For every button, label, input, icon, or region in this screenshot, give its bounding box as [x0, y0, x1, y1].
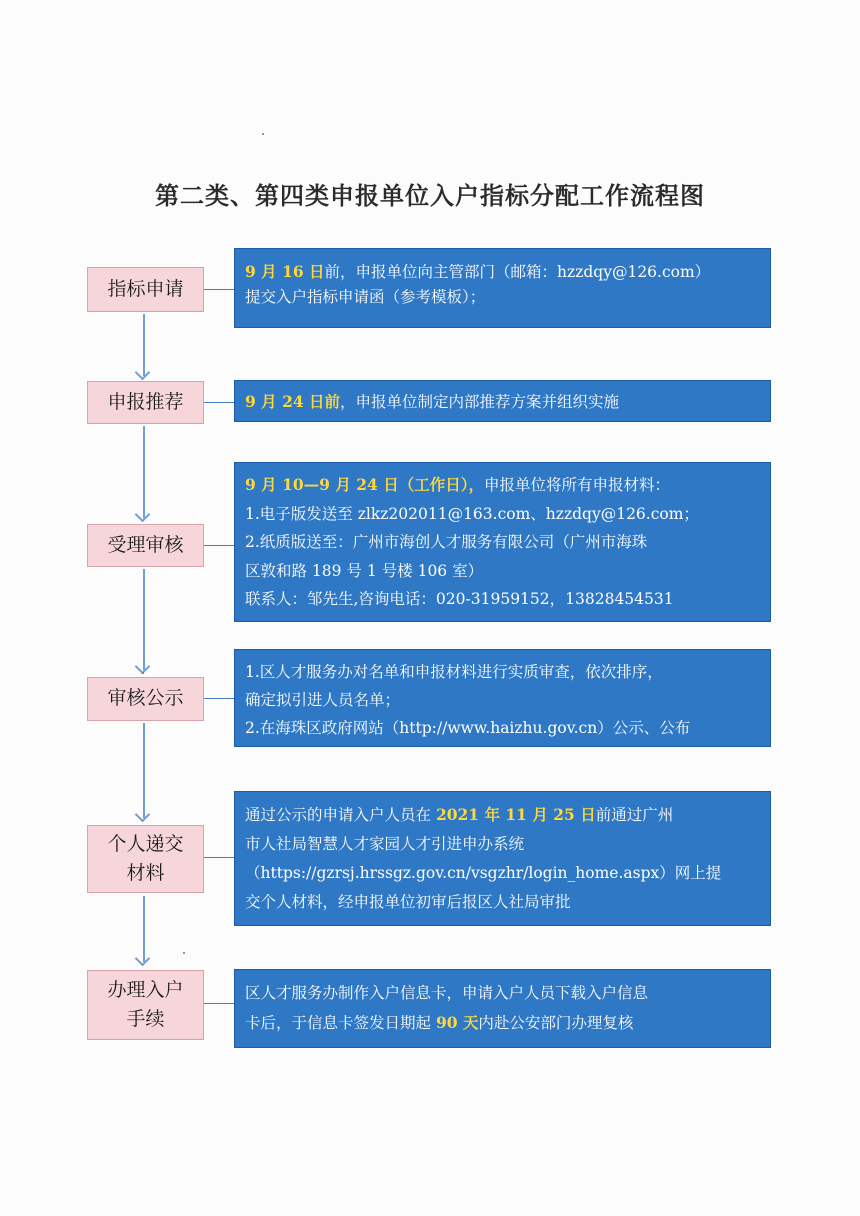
step-content-4: 1.区人才服务办对名单和申报材料进行实质审查，依次排序， 确定拟引进人员名单； 2.在海珠区政府网站（http://www.haizhu.gov.cn）公示、公布	[234, 649, 771, 747]
step-content-6: 区人才服务办制作入户信息卡，申请入户人员下载入户信息 卡后，于信息卡签发日期起 90 天内赴公安部门办理复核	[234, 969, 771, 1048]
page-title: 第二类、第四类申报单位入户指标分配工作流程图	[155, 181, 705, 210]
step-content-5: 通过公示的申请入户人员在 2021 年 11 月 25 日前通过广州 市人社局智慧人才家园人才引进申办系统 （https://gzrsj.hrssgz.gov.cn/vsgzhr/login_home.aspx）网上提 交个人材料，经申报单位初审后报区人社局审批	[234, 791, 771, 926]
connector-2	[204, 402, 234, 416]
connector-4	[204, 698, 234, 712]
step-label-6: 办理入户 手续	[87, 970, 204, 1040]
flow-arrow-5	[143, 896, 145, 962]
connector-5	[204, 857, 234, 871]
step-content-3: 9 月 10—9 月 24 日（工作日），申报单位将所有申报材料： 1.电子版发送至 zlkz202011@163.com、hzzdqy@126.com； 2.纸质版送至：广州市海创人才服务有限公司（广州市海珠 区敦和路 189 号 1 号楼 106 室） 联系人：邹先生,咨询电话：020-31959152，13828454531	[234, 462, 771, 622]
step-label-4: 审核公示	[87, 677, 204, 721]
scan-speck	[142, 672, 144, 674]
step-label-5: 个人递交 材料	[87, 825, 204, 893]
flow-arrow-2	[143, 426, 145, 518]
connector-1	[204, 289, 234, 303]
scan-speck	[262, 133, 264, 135]
flow-arrow-1	[143, 314, 145, 376]
scan-speck	[183, 952, 185, 954]
flow-arrow-4	[143, 723, 145, 818]
step-content-2: 9 月 24 日前，申报单位制定内部推荐方案并组织实施	[234, 380, 771, 422]
step-label-3: 受理审核	[87, 524, 204, 567]
flow-arrow-3	[143, 569, 145, 670]
connector-6	[204, 1003, 234, 1017]
step-label-1: 指标申请	[87, 267, 204, 312]
step-content-1: 9 月 16 日前，申报单位向主管部门（邮箱：hzzdqy@126.com） 提交入户指标申请函（参考模板）；	[234, 248, 771, 328]
connector-3	[204, 545, 234, 559]
step-label-2: 申报推荐	[87, 381, 204, 424]
